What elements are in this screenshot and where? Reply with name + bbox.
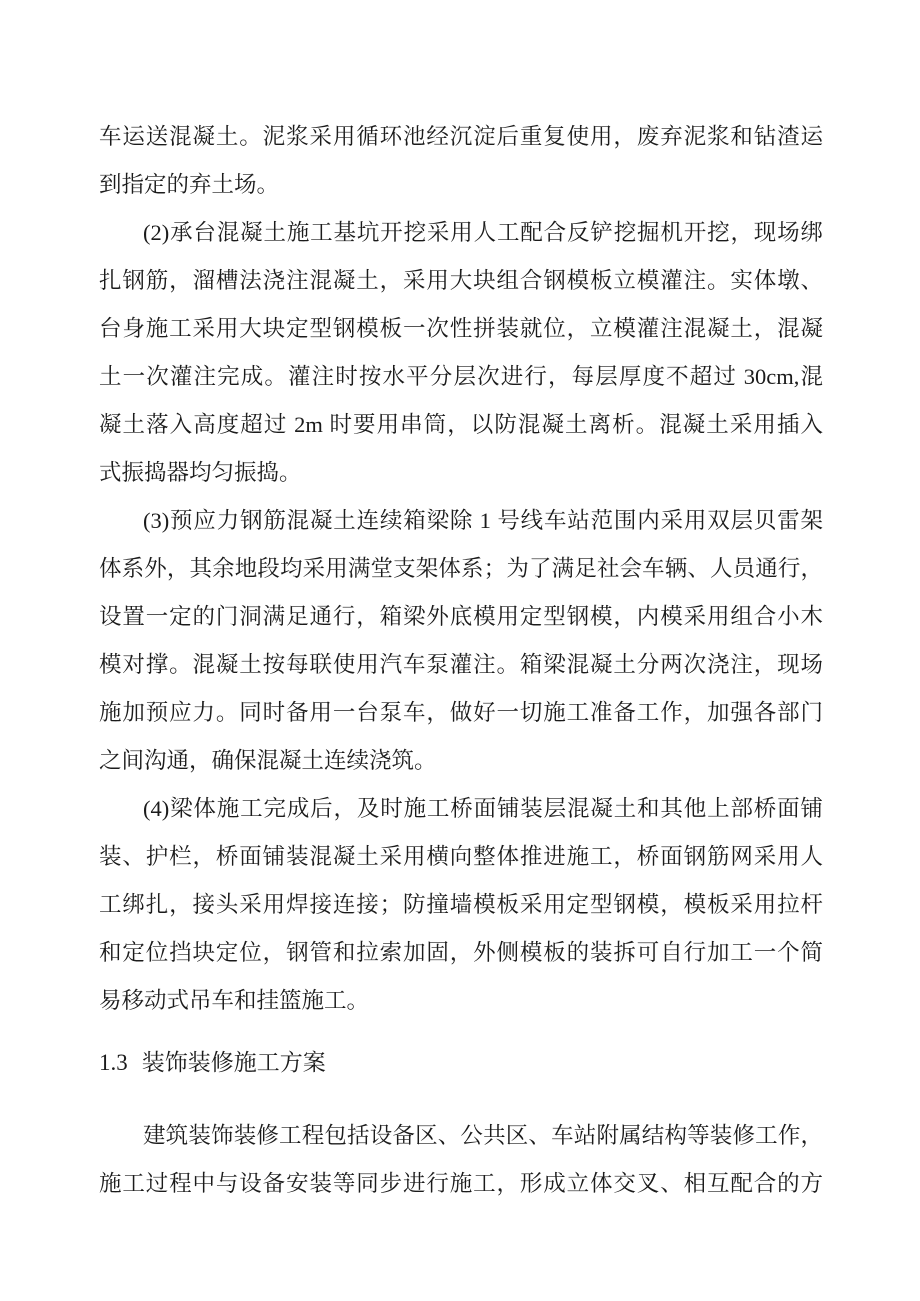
text-line: 和定位挡块定位，钢管和拉索加固，外侧模板的装拆可自行加工一个简 [99,940,823,965]
paragraph-prestressed-box-girder [99,497,823,785]
text-line: 模对撑。混凝土按每联使用汽车泵灌注。箱梁混凝土分两次浇注，现场 [99,652,823,677]
text-line: 凝土落入高度超过 2m 时要用串筒，以防混凝土离析。混凝土采用插入 [99,412,823,437]
text-line: 扎钢筋，溜槽法浇注混凝土，采用大块组合钢模板立模灌注。实体墩、 [99,268,823,293]
text-line: 设置一定的门洞满足通行，箱梁外底模用定型钢模，内模采用组合小木 [99,604,823,629]
section-heading-number: 1.3 [99,1050,128,1075]
text-line: 到指定的弃土场。 [99,172,280,197]
text-line: 土一次灌注完成。灌注时按水平分层次进行，每层厚度不超过 30cm,混 [99,364,823,389]
text-line: 体系外，其余地段均采用满堂支架体系；为了满足社会车辆、人员通行， [99,556,823,581]
section-heading-title: 装饰装修施工方案 [141,1050,326,1075]
section-heading [99,1039,823,1087]
text-line: (4)梁体施工完成后，及时施工桥面铺装层混凝土和其他上部桥面铺 [143,796,823,821]
text-line: 之间沟通，确保混凝土连续浇筑。 [99,748,437,773]
text-line: 施工过程中与设备安装等同步进行施工，形成立体交叉、相互配合的方 [99,1171,823,1196]
text-line: 式振捣器均匀振捣。 [99,460,302,485]
text-line: 装、护栏，桥面铺装混凝土采用横向整体推进施工，桥面钢筋网采用人 [99,844,823,869]
text-line: 车运送混凝土。泥浆采用循环池经沉淀后重复使用，废弃泥浆和钻渣运 [99,124,823,149]
paragraph-drilling-slurry [99,113,823,209]
text-line: (3)预应力钢筋混凝土连续箱梁除 1 号线车站范围内采用双层贝雷架 [143,508,823,533]
paragraph-bridge-deck [99,785,823,1025]
text-line: 施加预应力。同时备用一台泵车，做好一切施工准备工作，加强各部门 [99,700,823,725]
text-line: 易移动式吊车和挂篮施工。 [99,988,370,1013]
text-line: (2)承台混凝土施工基坑开挖采用人工配合反铲挖掘机开挖，现场绑 [143,220,823,245]
document-content [99,113,823,1208]
text-line: 台身施工采用大块定型钢模板一次性拼装就位，立模灌注混凝土，混凝 [99,316,823,341]
text-line: 工绑扎，接头采用焊接连接；防撞墙模板采用定型钢模，模板采用拉杆 [99,892,823,917]
text-line: 建筑装饰装修工程包括设备区、公共区、车站附属结构等装修工作， [143,1123,823,1148]
paragraph-pile-cap-concrete [99,209,823,497]
paragraph-decoration-works [99,1112,823,1208]
